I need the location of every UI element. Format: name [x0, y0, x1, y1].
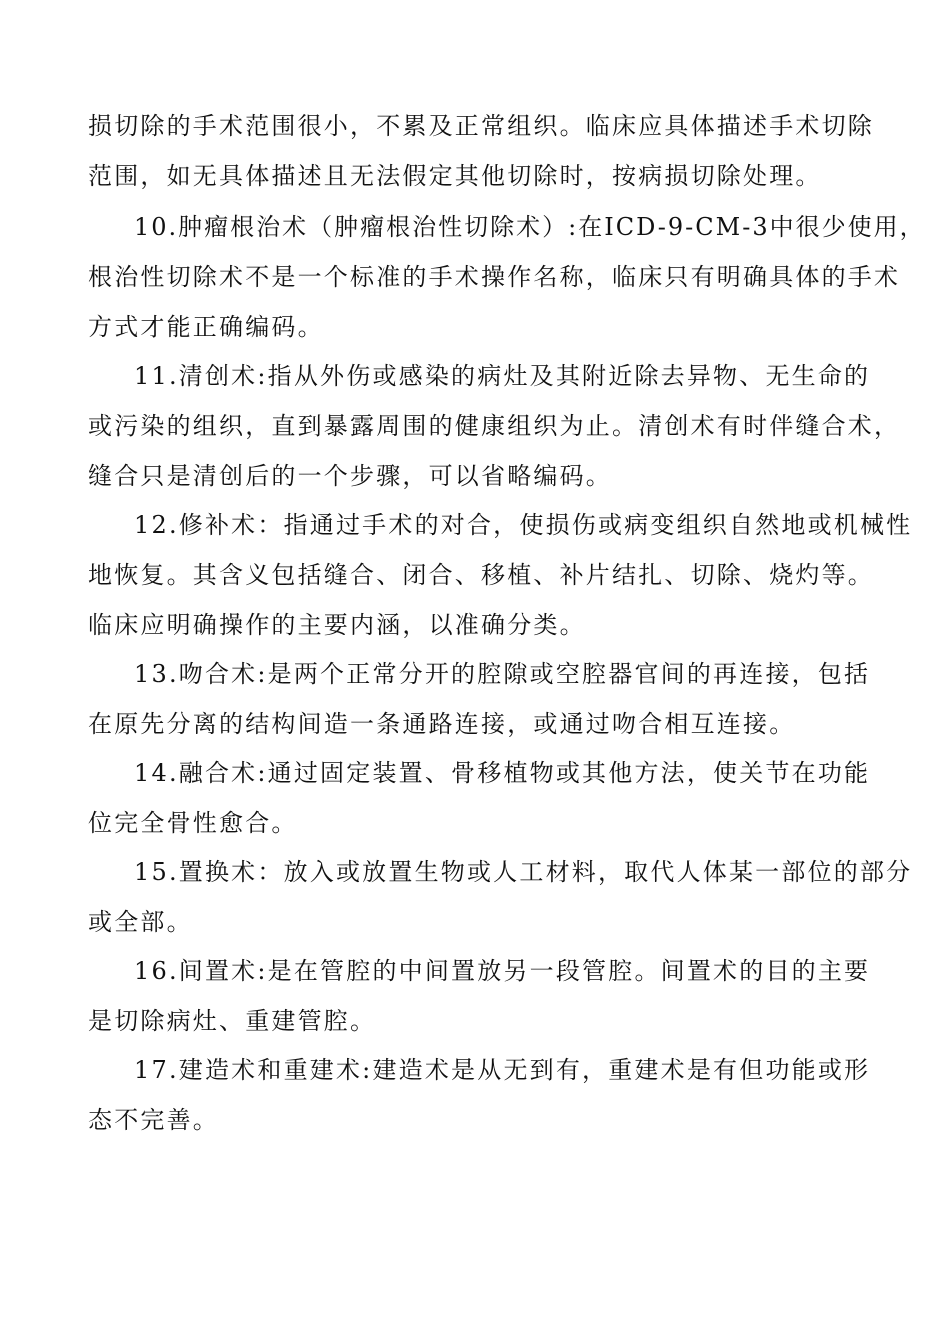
text-line: 缝合只是清创后的一个步骤，可以省略编码。 [88, 462, 612, 490]
text-line: 12.修补术：指通过手术的对合，使损伤或病变组织自然地或机械性 [134, 511, 913, 539]
text-line: 16.间置术:是在管腔的中间置放另一段管腔。间置术的目的主要 [134, 957, 871, 985]
text-line: 态不完善。 [88, 1106, 219, 1134]
text-line: 方式才能正确编码。 [88, 313, 324, 341]
text-line: 17.建造术和重建术:建造术是从无到有，重建术是有但功能或形 [134, 1056, 871, 1084]
text-line: 范围，如无具体描述且无法假定其他切除时，按病损切除处理。 [88, 162, 822, 190]
text-line: 临床应明确操作的主要内涵，以准确分类。 [88, 611, 586, 639]
text-line: 根治性切除术不是一个标准的手术操作名称，临床只有明确具体的手术 [88, 263, 901, 291]
text-line: 13.吻合术:是两个正常分开的腔隙或空腔器官间的再连接，包括 [134, 660, 871, 688]
text-line: 15.置换术：放入或放置生物或人工材料，取代人体某一部位的部分 [134, 858, 913, 886]
text-line: 11.清创术:指从外伤或感染的病灶及其附近除去异物、无生命的 [134, 362, 871, 390]
text-line: 10.肿瘤根治术（肿瘤根治性切除术）:在ICD-9-CM-3中很少使用， [134, 213, 926, 241]
text-line: 是切除病灶、重建管腔。 [88, 1007, 377, 1035]
text-line: 14.融合术:通过固定装置、骨移植物或其他方法，使关节在功能 [134, 759, 871, 787]
text-line: 损切除的手术范围很小，不累及正常组织。临床应具体描述手术切除 [88, 112, 874, 140]
text-line: 在原先分离的结构间造一条通路连接，或通过吻合相互连接。 [88, 710, 796, 738]
text-line: 或污染的组织，直到暴露周围的健康组织为止。清创术有时伴缝合术， [88, 412, 901, 440]
text-line: 或全部。 [88, 908, 193, 936]
text-line: 地恢复。其含义包括缝合、闭合、移植、补片结扎、切除、烧灼等。 [88, 561, 874, 589]
text-line: 位完全骨性愈合。 [88, 809, 298, 837]
